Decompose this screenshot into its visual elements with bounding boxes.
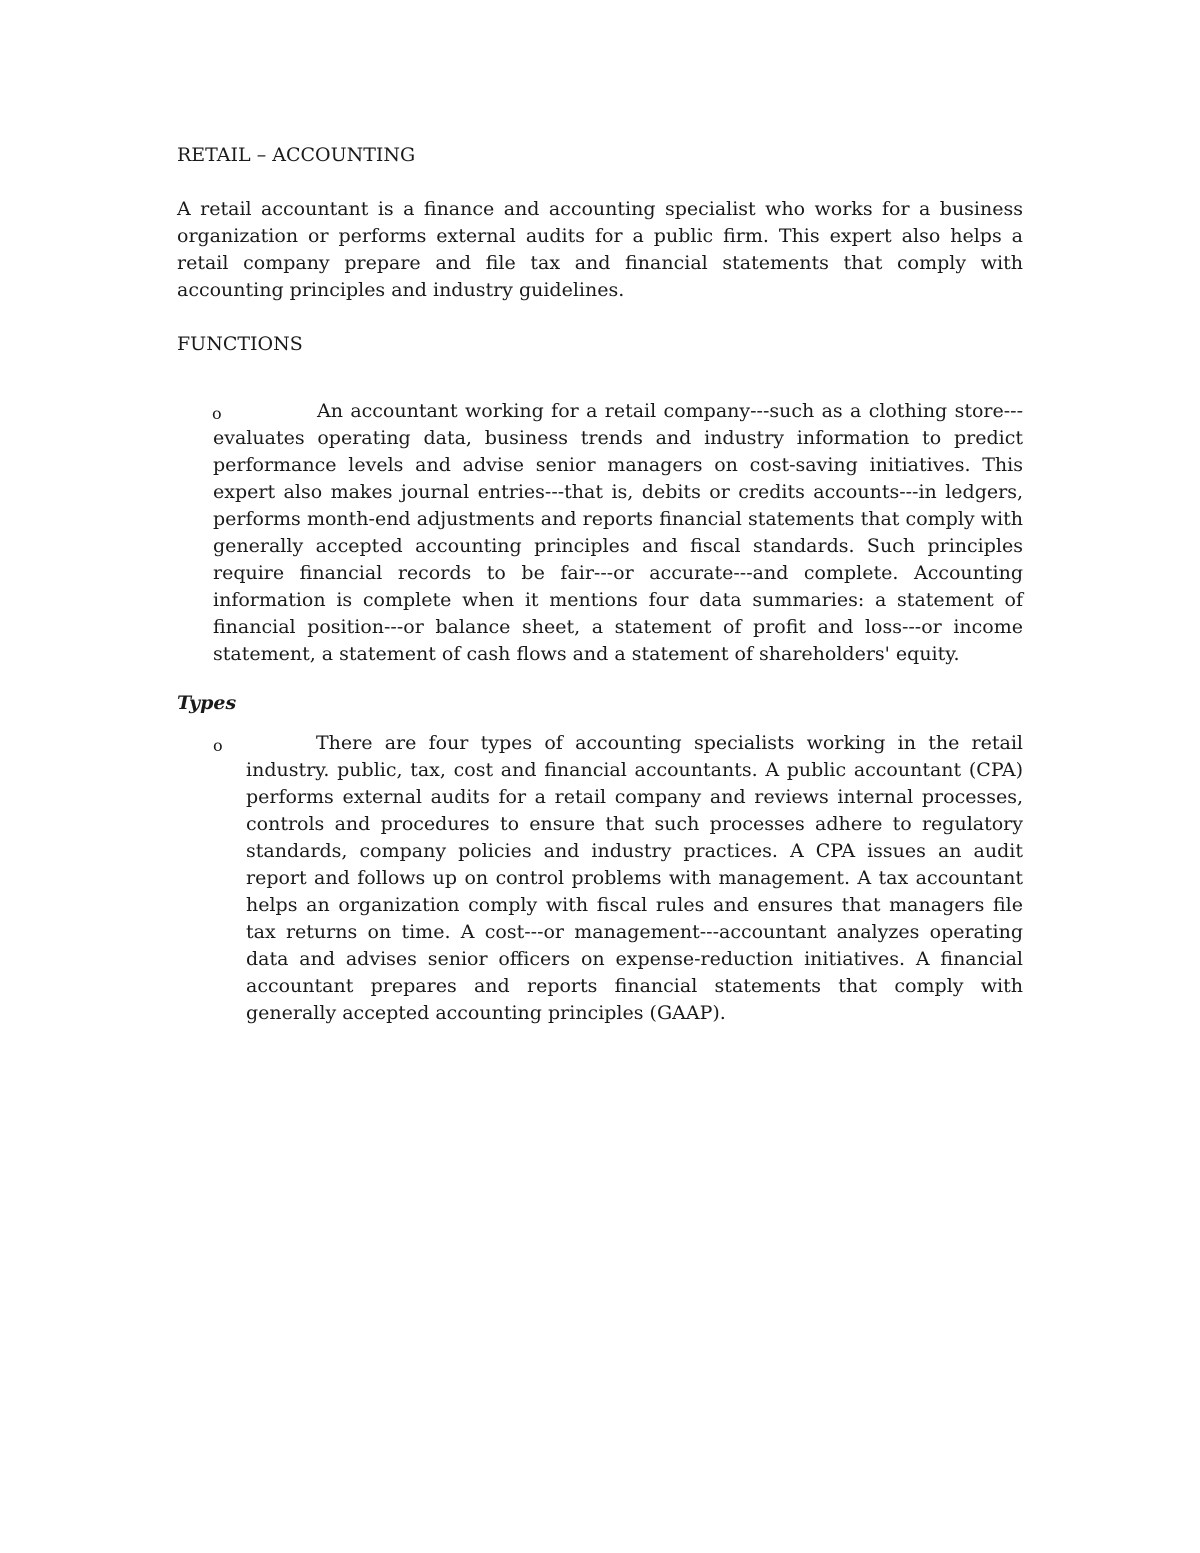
functions-bullet-text: An accountant working for a retail company---such as a clothing store---evaluates operating data, business trends and industry information to predict performance levels and advise senior managers on cost-saving initiatives. This expert also makes journal entries---that is, debits or credits accounts---in ledgers, performs month-end adjustments and reports financial statements that comply with generally accepted accounting principles and fiscal standards. Such principles require financial records to be fair---or accurate---and complete. Accounting information is complete when it mentions four data summaries: a statement of financial position---or balance sheet, a statement of profit and loss---or income statement, a statement of cash flows and a statement of shareholders' equity. <box>213 400 1023 665</box>
bullet-marker: o <box>213 736 223 755</box>
document-title: RETAIL – ACCOUNTING <box>177 144 416 166</box>
document-body <box>177 142 1023 1027</box>
functions-bullet-item <box>213 398 1023 668</box>
bullet-marker: o <box>212 404 222 423</box>
intro-paragraph: A retail accountant is a finance and accounting specialist who works for a business organization or performs external audits for a public firm. This expert also helps a retail company prepare and file tax and financial statements that comply with accounting principles and industry guidelines. <box>177 198 1023 301</box>
types-bullet-text: There are four types of accounting specialists working in the retail industry. public, tax, cost and financial accountants. A public accountant (CPA) performs external audits for a retail company and reviews internal processes, controls and procedures to ensure that such processes adhere to regulatory standards, company policies and industry practices. A CPA issues an audit report and follows up on control problems with management. A tax accountant helps an organization comply with fiscal rules and ensures that managers file tax returns on time. A cost---or management---accountant analyzes operating data and advises senior officers on expense-reduction initiatives. A financial accountant prepares and reports financial statements that comply with generally accepted accounting principles (GAAP). <box>246 732 1023 1024</box>
types-bullet-item <box>213 730 1023 1027</box>
functions-heading: FUNCTIONS <box>177 333 303 355</box>
types-heading: Types <box>177 692 237 714</box>
